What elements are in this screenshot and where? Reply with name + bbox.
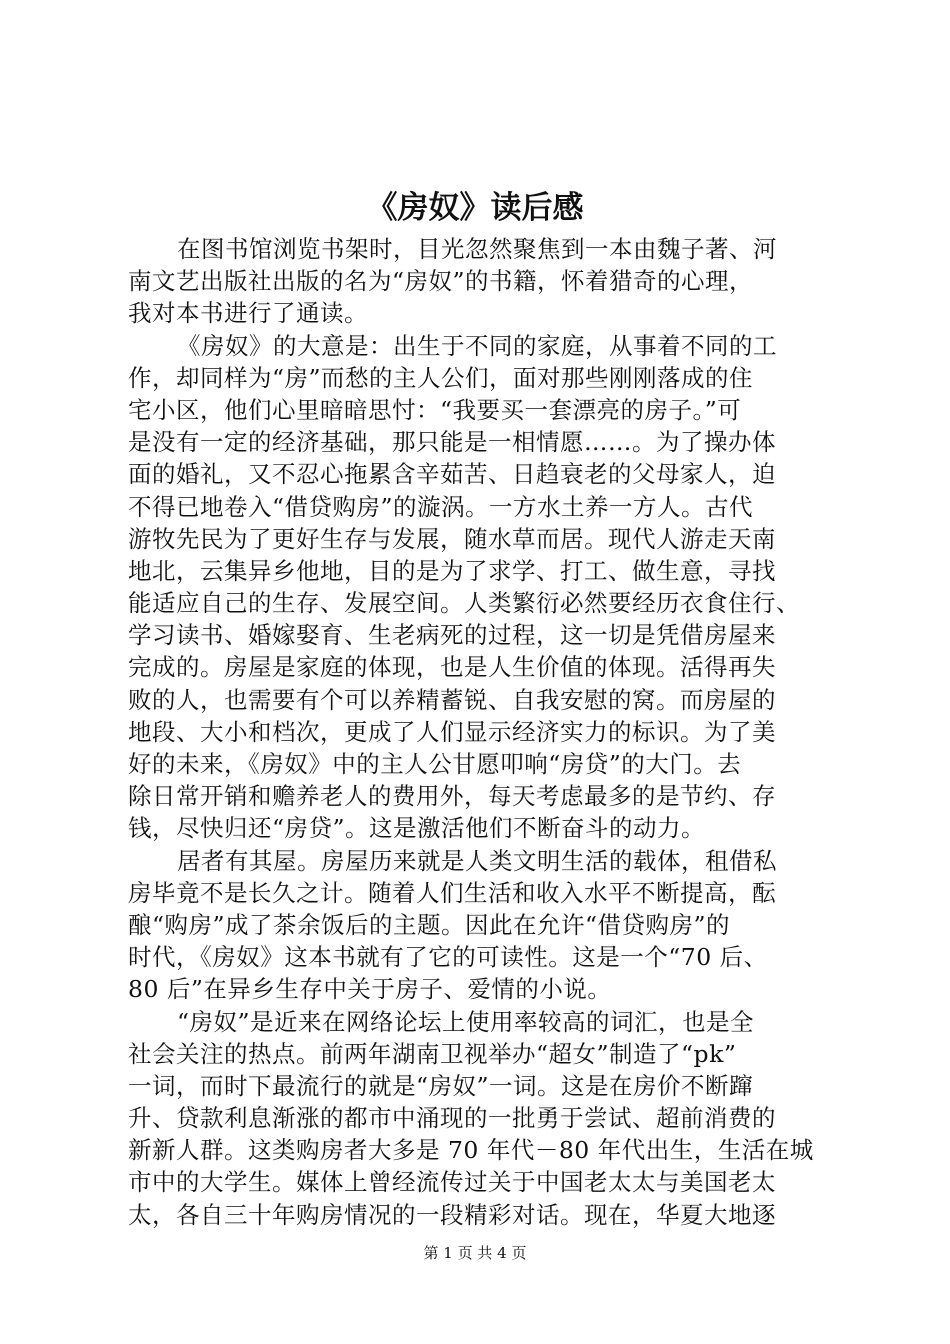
document-title: 《房奴》读后感 (366, 190, 584, 226)
text-line: 居者有其屋。房屋历来就是人类文明生活的载体，租借私 (177, 846, 777, 875)
text-line: 是没有一定的经济基础，那只能是一相情愿……。为了操办体 (128, 428, 776, 457)
text-line: 能适应自己的生存、发展空间。人类繁衍必然要经历衣食住行、 (128, 589, 800, 618)
text-line: 好的未来，《房奴》中的主人公甘愿叩响“房贷”的大门。去 (128, 750, 742, 778)
text-line: 完成的。房屋是家庭的体现，也是人生价值的体现。活得再失 (128, 653, 776, 682)
text-line: 房毕竟不是长久之计。随着人们生活和收入水平不断提高，酝 (128, 878, 776, 907)
text-line: 80 后”在异乡生存中关于房子、爱情的小说。 (128, 975, 612, 1004)
text-line: 学习读书、婚嫁娶育、生老病死的过程，这一切是凭借房屋来 (128, 621, 776, 650)
text-line: 我对本书进行了通读。 (128, 299, 368, 328)
text-line: 作，却同样为“房”而愁的主人公们，面对那些刚刚落成的住 (128, 363, 754, 392)
page-footer: 第 1 页 共 4 页 (423, 1244, 527, 1262)
document-body (128, 233, 828, 1231)
text-line: 市中的大学生。媒体上曾经流传过关于中国老太太与美国老太 (128, 1168, 776, 1197)
text-line: 升、贷款利息渐涨的都市中涌现的一批勇于尝试、超前消费的 (128, 1104, 776, 1133)
text-line: 社会关注的热点。前两年湖南卫视举办“超女”制造了“pk” (128, 1039, 737, 1068)
text-line: 南文艺出版社出版的名为“房奴”的书籍，怀着猎奇的心理， (128, 267, 754, 296)
text-line: 除日常开销和赡养老人的费用外，每天考虑最多的是节约、存 (128, 782, 776, 811)
text-line: 太，各自三十年购房情况的一段精彩对话。现在，华夏大地逐 (128, 1200, 776, 1229)
text-line: 酿“购房”成了茶余饭后的主题。因此在允许“借贷购房”的 (128, 910, 731, 939)
text-line: 一词，而时下最流行的就是“房奴”一词。这是在房价不断蹿 (128, 1071, 754, 1100)
text-line: 地北，云集异乡他地，目的是为了求学、打工、做生意，寻找 (128, 556, 776, 585)
text-line: 败的人，也需要有个可以养精蓄锐、自我安慰的窝。而房屋的 (128, 685, 776, 714)
text-line: 在图书馆浏览书架时，目光忽然聚焦到一本由魏子著、河 (177, 235, 777, 263)
text-line: 时代，《房奴》这本书就有了它的可读性。这是一个“70 后、 (128, 943, 768, 972)
text-line: 不得已地卷入“借贷购房”的漩涡。一方水土养一方人。古代 (128, 492, 754, 521)
text-line: 《房奴》的大意是：出生于不同的家庭，从事着不同的工 (177, 331, 777, 360)
text-line: 新新人群。这类购房者大多是 70 年代－80 年代出生，生活在城 (128, 1136, 814, 1165)
text-line: 地段、大小和档次，更成了人们显示经济实力的标识。为了美 (128, 717, 776, 746)
text-line: 宅小区，他们心里暗暗思忖：“我要买一套漂亮的房子。”可 (128, 395, 742, 424)
text-line: 游牧先民为了更好生存与发展，随水草而居。现代人游走天南 (128, 524, 776, 553)
text-line: “房奴”是近来在网络论坛上使用率较高的词汇，也是全 (177, 1007, 755, 1036)
text-line: 钱，尽快归还“房贷”。这是激活他们不断奋斗的动力。 (128, 814, 706, 843)
text-line: 面的婚礼，又不忍心拖累含辛茹苦、日趋衰老的父母家人，迫 (128, 460, 776, 489)
